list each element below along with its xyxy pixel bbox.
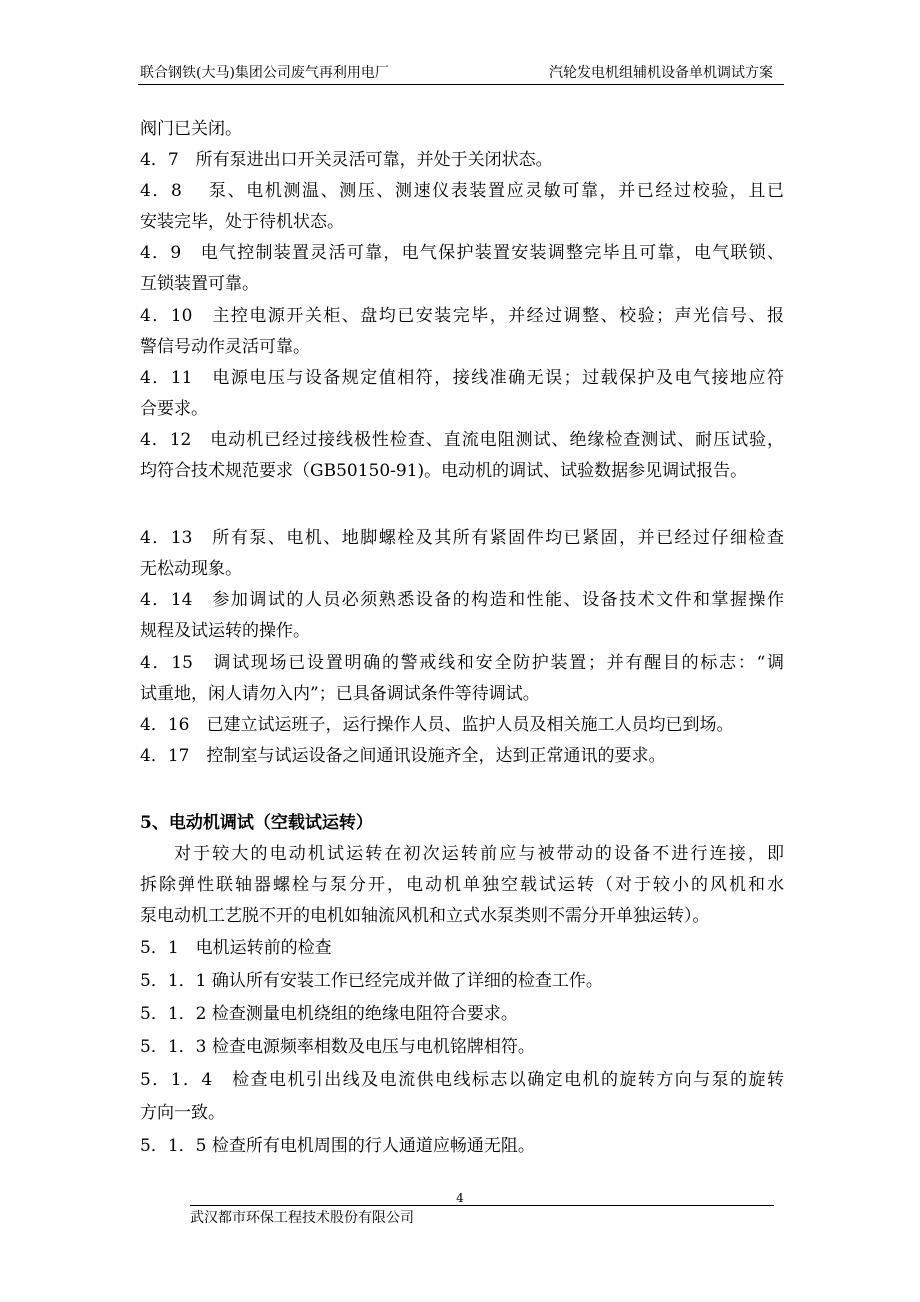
text-line: 4．10 主控电源开关柜、盘均已安装完毕，并经过调整、校验；声光信号、报 <box>140 305 784 326</box>
page-number: 4 <box>456 1191 464 1205</box>
text-line: 试重地，闲人请勿入内”；已具备调试条件等待调试。 <box>140 683 540 704</box>
text-line: 4．16 已建立试运班子，运行操作人员、监护人员及相关施工人员均已到场。 <box>140 714 734 735</box>
text-line: 4．15 调试现场已设置明确的警戒线和安全防护装置；并有醒目的标志：“调 <box>140 652 784 673</box>
header-rule <box>138 84 784 85</box>
text-line: 合要求。 <box>140 398 208 419</box>
text-line: 4．11 电源电压与设备规定值相符，接线准确无误；过载保护及电气接地应符 <box>140 367 784 388</box>
footer-company: 武汉都市环保工程技术股份有限公司 <box>190 1210 414 1226</box>
text-line: 4．8 泵、电机测温、测压、测速仪表装置应灵敏可靠，并已经过校验，且已 <box>140 181 784 202</box>
text-line: 泵电动机工艺脱不开的电机如轴流风机和立式水泵类则不需分开单独运转）。 <box>140 906 710 927</box>
footer-rule <box>190 1205 774 1206</box>
text-line: 5．1．4 检查电机引出线及电流供电线标志以确定电机的旋转方向与泵的旋转 <box>140 1070 784 1091</box>
header-right-text: 汽轮发电机组辅机设备单机调试方案 <box>549 65 773 81</box>
text-line: 方向一致。 <box>140 1103 225 1124</box>
text-line: 5．1．3 检查电源频率相数及电压与电机铭牌相符。 <box>140 1037 535 1058</box>
text-line: 无松动现象。 <box>140 559 242 580</box>
text-line: 阀门已关闭。 <box>140 119 242 139</box>
blank-line <box>140 487 784 523</box>
text-line: 警信号动作灵活可靠。 <box>140 336 310 357</box>
text-line: 4．12 电动机已经过接线极性检查、直流电阻测试、绝缘检查测试、耐压试验， <box>140 429 784 450</box>
text-line: 安装完毕，处于待机状态。 <box>140 212 344 233</box>
text-line: 互锁装置可靠。 <box>140 274 259 295</box>
header-left-text: 联合钢铁(大马)集团公司废气再利用电厂 <box>140 65 389 81</box>
text-line: 均符合技术规范要求（GB50150-91)。电动机的调试、试验数据参见调试报告。 <box>140 461 748 482</box>
text-line: 4．14 参加调试的人员必须熟悉设备的构造和性能、设备技术文件和掌握操作 <box>140 590 784 611</box>
text-line: 规程及试运转的操作。 <box>140 621 310 642</box>
subsection-title: 5．1 电机运转前的检查 <box>140 938 332 959</box>
text-line: 5．1．2 检查测量电机绕组的绝缘电阻符合要求。 <box>140 1004 518 1025</box>
text-line: 5．1．5 检查所有电机周围的行人通道应畅通无阻。 <box>140 1136 535 1157</box>
blank-line <box>140 772 784 808</box>
section-title: 5、电动机调试（空载试运转） <box>140 812 373 833</box>
document-body <box>140 114 784 1163</box>
text-line: 4．9 电气控制装置灵活可靠，电气保护装置安装调整完毕且可靠，电气联锁、 <box>140 243 784 264</box>
text-line: 4．13 所有泵、电机、地脚螺栓及其所有紧固件均已紧固，并已经过仔细检查 <box>140 528 784 549</box>
text-line: 拆除弹性联轴器螺栓与泵分开，电动机单独空载试运转（对于较小的风机和水 <box>140 875 784 896</box>
text-line: 4．17 控制室与试运设备之间通讯设施齐全，达到正常通讯的要求。 <box>140 745 666 766</box>
text-line: 对于较大的电动机试运转在初次运转前应与被带动的设备不进行连接，即 <box>174 843 784 864</box>
text-line: 5．1．1 确认所有安装工作已经完成并做了详细的检查工作。 <box>140 971 603 992</box>
text-line: 4．7 所有泵进出口开关灵活可靠，并处于关闭状态。 <box>140 150 553 171</box>
